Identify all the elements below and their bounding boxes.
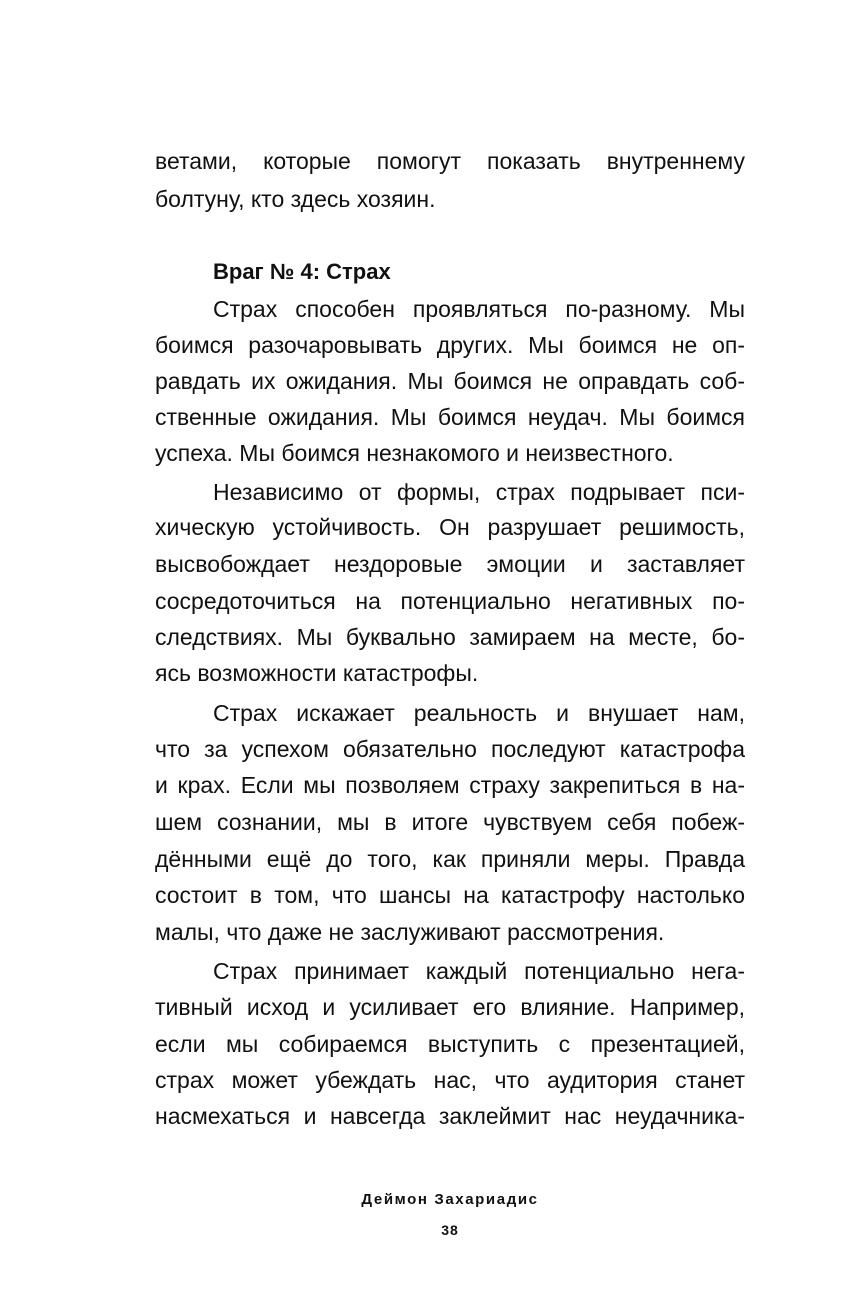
text-line: высвобождает нездоровые эмоции и заставляет — [155, 551, 745, 577]
text-line: если мы собираемся выступить с презентацией, — [155, 1031, 745, 1057]
text-line: и крах. Если мы позволяем страху закрепиться в на- — [155, 772, 745, 798]
text-line: насмехаться и навсегда заклеймит нас неудачника- — [155, 1103, 745, 1129]
text-line: тивный исход и усиливает его влияние. Например, — [155, 994, 745, 1020]
text-line: малы, что даже не заслуживают рассмотрения. — [155, 919, 665, 945]
text-line: успеха. Мы боимся незнакомого и неизвестного. — [155, 440, 674, 466]
text-line: сосредоточиться на потенциально негативных по- — [155, 588, 745, 614]
text-line: что за успехом обязательно последуют катастрофа — [155, 736, 745, 762]
text-line: страх может убеждать нас, что аудитория станет — [155, 1067, 745, 1093]
text-line: ственные ожидания. Мы боимся неудач. Мы боимся — [155, 404, 745, 430]
text-line: ясь возможности катастрофы. — [155, 660, 479, 686]
text-line: ветами, которые помогут показать внутреннему — [155, 148, 745, 174]
text-line: состоит в том, что шансы на катастрофу настолько — [155, 882, 745, 908]
text-line: Независимо от формы, страх подрывает пси- — [213, 479, 745, 505]
text-line: хическую устойчивость. Он разрушает решимость, — [155, 514, 745, 540]
text-line: дёнными ещё до того, как приняли меры. Правда — [155, 846, 745, 872]
text-line: Страх искажает реальность и внушает нам, — [213, 700, 745, 726]
page-number: 38 — [441, 1222, 459, 1238]
text-line: Страх способен проявляться по-разному. Мы — [213, 296, 745, 322]
book-page — [155, 0, 745, 1311]
text-line: боимся разочаровывать других. Мы боимся не оп- — [155, 332, 745, 358]
text-line: следствиях. Мы буквально замираем на месте, бо- — [155, 624, 745, 650]
text-line: шем сознании, мы в итоге чувствуем себя побеж- — [155, 809, 745, 835]
running-footer-author: Деймон Захариадис — [361, 1191, 539, 1208]
text-line: равдать их ожидания. Мы боимся не оправдать соб- — [155, 368, 745, 394]
text-line: болтуну, кто здесь хозяин. — [155, 186, 436, 212]
text-line: Страх принимает каждый потенциально нега- — [213, 958, 745, 984]
section-heading: Враг № 4: Страх — [213, 259, 391, 284]
